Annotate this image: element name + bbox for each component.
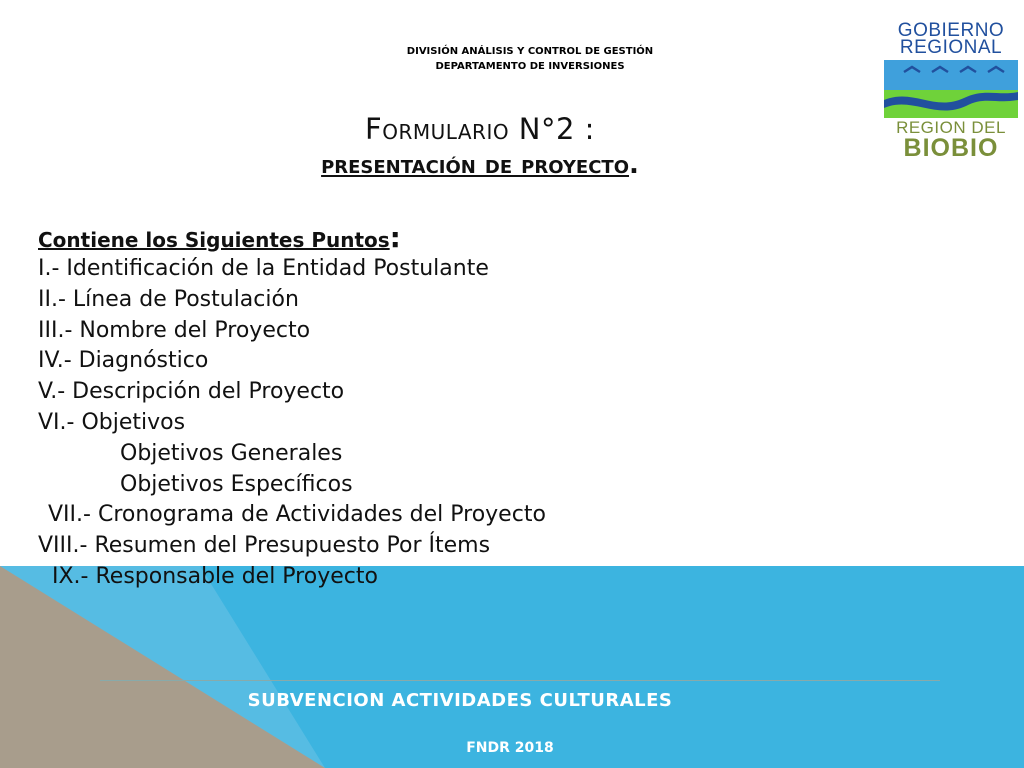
content-heading-colon: : — [389, 221, 401, 254]
list-subitem: Objetivos Específicos — [120, 471, 353, 497]
list-item: I.- Identificación de la Entidad Postulante — [38, 256, 489, 281]
form-subtitle-text: presentación de proyecto — [321, 150, 630, 180]
department-label: DEPARTAMENTO DE INVERSIONES — [435, 61, 625, 72]
gobierno-regional-logo — [882, 20, 1020, 160]
fund-label: FNDR 2018 — [466, 740, 554, 756]
list-item: V.- Descripción del Proyecto — [38, 379, 345, 405]
list-item: VIII.- Resumen del Presupuesto Por Ítems — [38, 533, 491, 559]
form-subtitle — [200, 150, 760, 180]
list-item: IX.- Responsable del Proyecto — [52, 563, 378, 589]
list-item: III.- Nombre del Proyecto — [38, 317, 311, 343]
logo-text-gobierno: GOBIERNO — [897, 20, 1005, 41]
program-title: SUBVENCION ACTIVIDADES CULTURALES — [247, 690, 673, 711]
form-subtitle-period: . — [629, 150, 639, 180]
list-item: VI.- Objetivos — [38, 409, 186, 435]
list-item: VII.- Cronograma de Actividades del Proyecto — [48, 502, 546, 528]
content-block — [38, 222, 778, 593]
list-item: IV.- Diagnóstico — [38, 348, 209, 374]
logo-text-biobio: BIOBIO — [903, 134, 999, 162]
footer-divider — [100, 680, 940, 681]
content-heading — [38, 222, 778, 254]
division-label: DIVISIÓN ANÁLISIS Y CONTROL DE GESTIÓN — [406, 46, 654, 57]
logo-emblem — [884, 60, 1018, 118]
logo-text-regional: REGIONAL — [899, 37, 1003, 58]
content-heading-text: Contiene los Siguientes Puntos — [38, 228, 390, 252]
list-item: II.- Línea de Postulación — [38, 286, 299, 312]
form-title: Formulario N°2 : — [365, 112, 595, 146]
list-subitem: Objetivos Generales — [120, 440, 343, 466]
logo-text-region-del: REGION DEL — [896, 118, 1006, 137]
